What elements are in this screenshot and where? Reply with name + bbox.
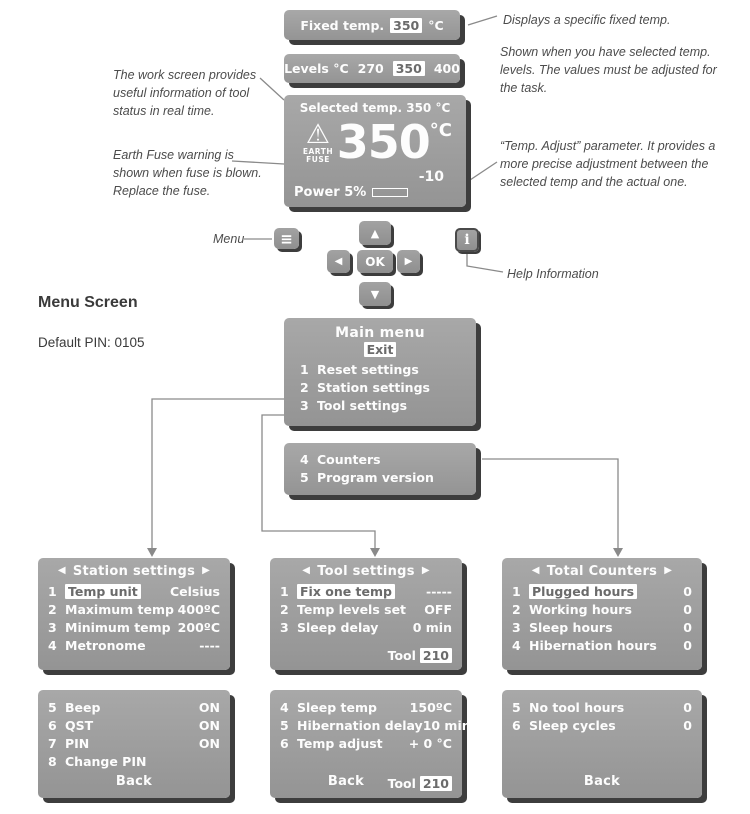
station-row-maximum-temp: 2 Maximum temp 400ºC [48, 601, 220, 617]
counter-row-sleep-hours: 3 Sleep hours 0 [512, 619, 692, 635]
menu-screen-heading: Menu Screen [38, 294, 138, 311]
down-arrow-icon: ▼ [370, 287, 380, 301]
next-page-icon: ▶ [421, 565, 430, 576]
annotation-temp-adjust: “Temp. Adjust” parameter. It provides a more precise adjustment between the selected temp and the actual one. [500, 139, 716, 189]
menu-item-station-settings: 2 Station settings [300, 379, 430, 395]
station-row-minimum-temp: 3 Minimum temp 200ºC [48, 619, 220, 635]
fixed-temp-value: 350 [390, 18, 422, 33]
counter-row-no-tool-hours: 5 No tool hours 0 [512, 699, 692, 715]
info-icon: i [464, 232, 470, 248]
annotation-help-info: Help Information [507, 267, 599, 281]
next-page-icon: ▶ [664, 565, 673, 576]
back-label: Back [327, 774, 365, 789]
tool-row-fix-one-temp: 1 Fix one temp ----- [280, 583, 452, 599]
work-screen [284, 95, 466, 207]
station-row-beep: 5 Beep ON [48, 699, 220, 715]
levels-value-1: 270 [357, 61, 384, 76]
menu-icon: ≡ [280, 229, 293, 248]
left-button[interactable] [327, 250, 350, 273]
selected-temp-value: 350 °C [406, 101, 451, 115]
tool-badge: Tool 210 [388, 776, 452, 791]
right-arrow-icon: ▶ [404, 256, 413, 267]
prev-page-icon: ◀ [57, 565, 66, 576]
menu-extra-screen [284, 443, 476, 495]
menu-item-counters: 4 Counters [300, 451, 381, 467]
prev-page-icon: ◀ [302, 565, 311, 576]
tool-settings-screen-1 [270, 558, 462, 670]
tool-badge: Tool 210 [388, 648, 452, 663]
levels-screen [284, 54, 460, 83]
annotation-levels: Shown when you have selected temp. levels. The values must be adjusted for the task. [500, 45, 717, 95]
station-settings-screen-1 [38, 558, 230, 670]
menu-item-tool-settings: 3 Tool settings [300, 397, 408, 413]
station-settings-title: ◀ Station settings ▶ [57, 563, 211, 579]
tool-row-temp-levels-set: 2 Temp levels set OFF [280, 601, 452, 617]
menu-item-program-version: 5 Program version [300, 469, 434, 485]
menu-button[interactable] [274, 228, 299, 249]
next-page-icon: ▶ [202, 565, 211, 576]
main-menu-screen [284, 318, 476, 426]
station-row-metronome: 4 Metronome ---- [48, 637, 220, 653]
annotation-menu-label: Menu [213, 232, 245, 246]
back-label: Back [583, 774, 621, 789]
annotation-work-screen: The work screen provides useful information of tool status in real time. [113, 68, 257, 118]
main-menu-title: Main menu [335, 325, 425, 341]
fixed-temp-screen [284, 10, 460, 40]
counter-row-hibernation-hours: 4 Hibernation hours 0 [512, 637, 692, 653]
prev-page-icon: ◀ [531, 565, 540, 576]
total-counters-screen-2 [502, 690, 702, 798]
back-label: Back [115, 774, 153, 789]
levels-value-2: 350 [393, 61, 425, 76]
levels-label: Levels °C [284, 61, 349, 76]
default-pin-text: Default PIN: 0105 [38, 335, 145, 350]
menu-item-exit: Exit [364, 342, 397, 357]
selected-temp-label: Selected temp. [299, 101, 403, 115]
left-arrow-icon: ◀ [334, 256, 343, 267]
annotation-fixed-temp: Displays a specific fixed temp. [503, 13, 671, 27]
counter-row-sleep-cycles: 6 Sleep cycles 0 [512, 717, 692, 733]
tool-settings-title: ◀ Tool settings ▶ [302, 563, 430, 579]
up-button[interactable] [359, 221, 391, 245]
tool-row-sleep-temp: 4 Sleep temp 150ºC [280, 699, 452, 715]
station-row-temp-unit: 1 Temp unit Celsius [48, 583, 220, 599]
earth-fuse-warning: ⚠ EARTH FUSE [298, 121, 338, 163]
power-bar [372, 188, 408, 197]
up-arrow-icon: ▲ [370, 226, 380, 240]
station-row-qst: 6 QST ON [48, 717, 220, 733]
help-button[interactable] [455, 228, 479, 252]
ok-button[interactable]: OK [357, 250, 393, 273]
fixed-temp-unit: °C [428, 17, 444, 33]
total-counters-title: ◀ Total Counters ▶ [531, 563, 673, 579]
counter-row-plugged-hours: 1 Plugged hours 0 [512, 583, 692, 599]
down-button[interactable] [359, 282, 391, 306]
big-temperature: 350 °C [336, 115, 452, 169]
annotation-earth-fuse: Earth Fuse warning is shown when fuse is blown. Replace the fuse. [113, 148, 262, 198]
levels-value-3: 400 [433, 61, 460, 76]
menu-item-reset-settings: 1 Reset settings [300, 361, 419, 377]
station-settings-screen-2 [38, 690, 230, 798]
tool-row-hibernation-delay: 5 Hibernation delay 10 min [280, 717, 471, 733]
right-button[interactable] [397, 250, 420, 273]
station-row-pin: 7 PIN ON [48, 735, 220, 751]
warning-icon: ⚠ [305, 119, 331, 150]
total-counters-screen-1 [502, 558, 702, 670]
tool-row-temp-adjust: 6 Temp adjust + 0 °C [280, 735, 452, 751]
temp-adjust-value: -10 [418, 169, 444, 185]
tool-row-sleep-delay: 3 Sleep delay 0 min [280, 619, 452, 635]
fixed-temp-label: Fixed temp. [300, 17, 385, 33]
station-row-change-pin: 8 Change PIN [48, 753, 147, 769]
tool-settings-screen-2 [270, 690, 471, 798]
counter-row-working-hours: 2 Working hours 0 [512, 601, 692, 617]
power-indicator: Power 5% [294, 185, 408, 200]
